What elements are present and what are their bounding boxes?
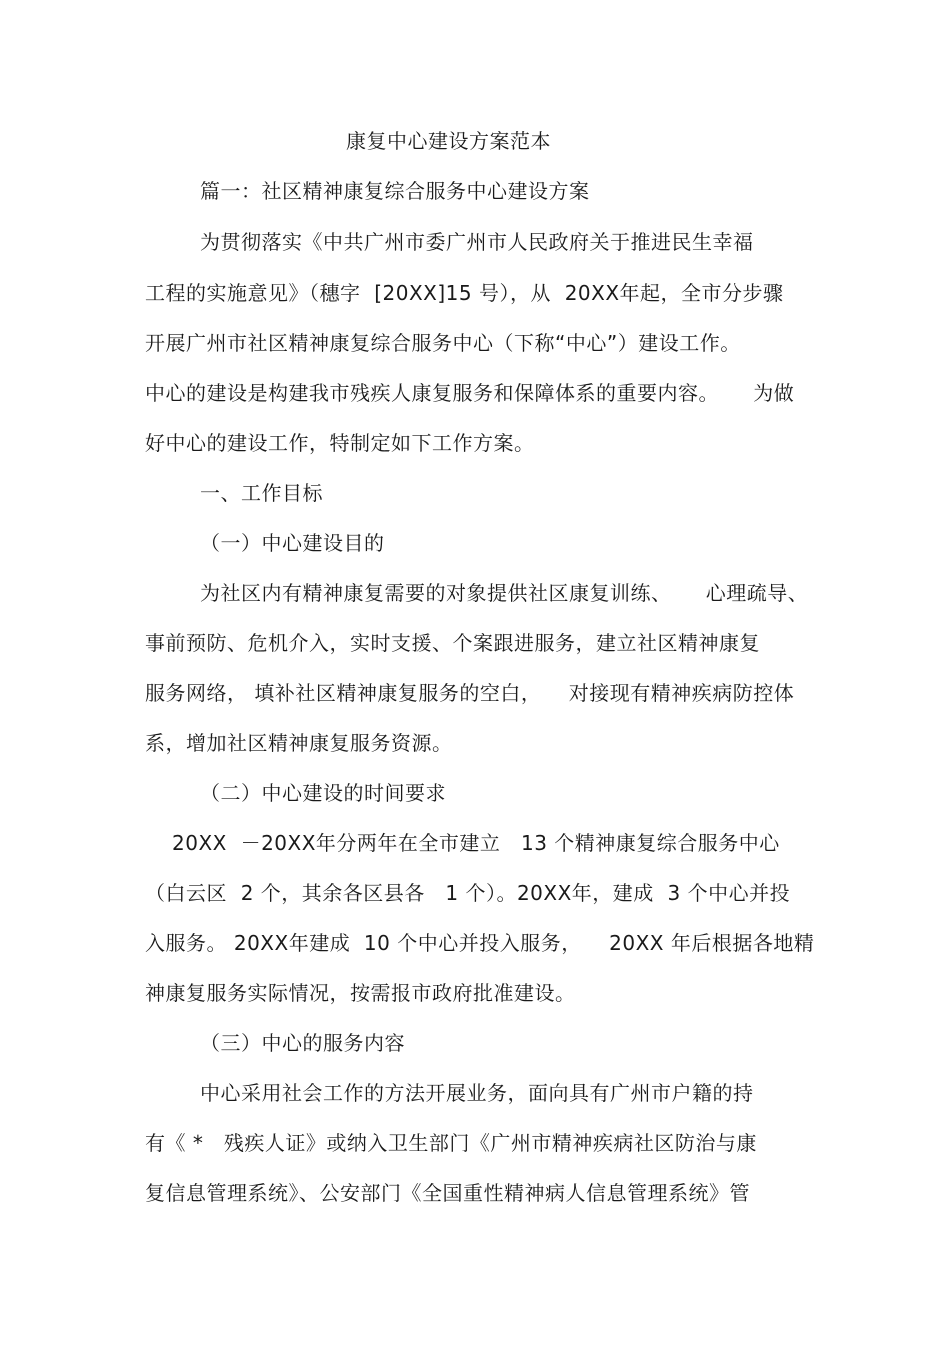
document-title: 康复中心建设方案范本 [346,129,551,153]
paragraph-line: 好中心的建设工作，特制定如下工作方案。 [145,431,535,455]
paragraph-line: 事前预防、危机介入，实时支援、个案跟进服务，建立社区精神康复 [145,631,760,655]
paragraph-line: 工程的实施意见》（穗字 [20XX]15 号），从 20XX年起，全市分步骤 [145,281,784,305]
paragraph-line: 神康复服务实际情况，按需报市政府批准建设。 [145,981,576,1005]
paragraph-line: 为贯彻落实《中共广州市委广州市人民政府关于推进民生幸福 [200,230,754,254]
paragraph-line: 复信息管理系统》、公安部门《全国重性精神病人信息管理系统》管 [145,1181,750,1205]
paragraph-line: 中心的建设是构建我市残疾人康复服务和保障体系的重要内容。 为做 [145,381,795,405]
paragraph-line: 为社区内有精神康复需要的对象提供社区康复训练、 心理疏导、 [200,581,809,605]
paragraph-line: 服务网络， 填补社区精神康复服务的空白， 对接现有精神疾病防控体 [145,681,795,705]
paragraph-line: 有《 * 残疾人证》或纳入卫生部门《广州市精神疾病社区防治与康 [145,1131,757,1155]
paragraph-line: 20XX －20XX年分两年在全市建立 13 个精神康复综合服务中心 [172,831,780,855]
subsection-heading: （三）中心的服务内容 [200,1031,405,1055]
section-heading: 一、工作目标 [200,481,323,505]
subsection-heading: （二）中心建设的时间要求 [200,781,446,805]
paragraph-line: （白云区 2 个，其余各区县各 1 个）。20XX年，建成 3 个中心并投 [145,881,791,905]
paragraph-line: 入服务。 20XX年建成 10 个中心并投入服务， 20XX 年后根据各地精 [145,931,815,955]
subsection-heading: （一）中心建设目的 [200,531,385,555]
section-heading: 篇一：社区精神康复综合服务中心建设方案 [200,179,590,203]
paragraph-line: 系，增加社区精神康复服务资源。 [145,731,453,755]
paragraph-line: 开展广州市社区精神康复综合服务中心（下称“中心”）建设工作。 [145,331,741,355]
paragraph-line: 中心采用社会工作的方法开展业务，面向具有广州市户籍的持 [200,1081,754,1105]
